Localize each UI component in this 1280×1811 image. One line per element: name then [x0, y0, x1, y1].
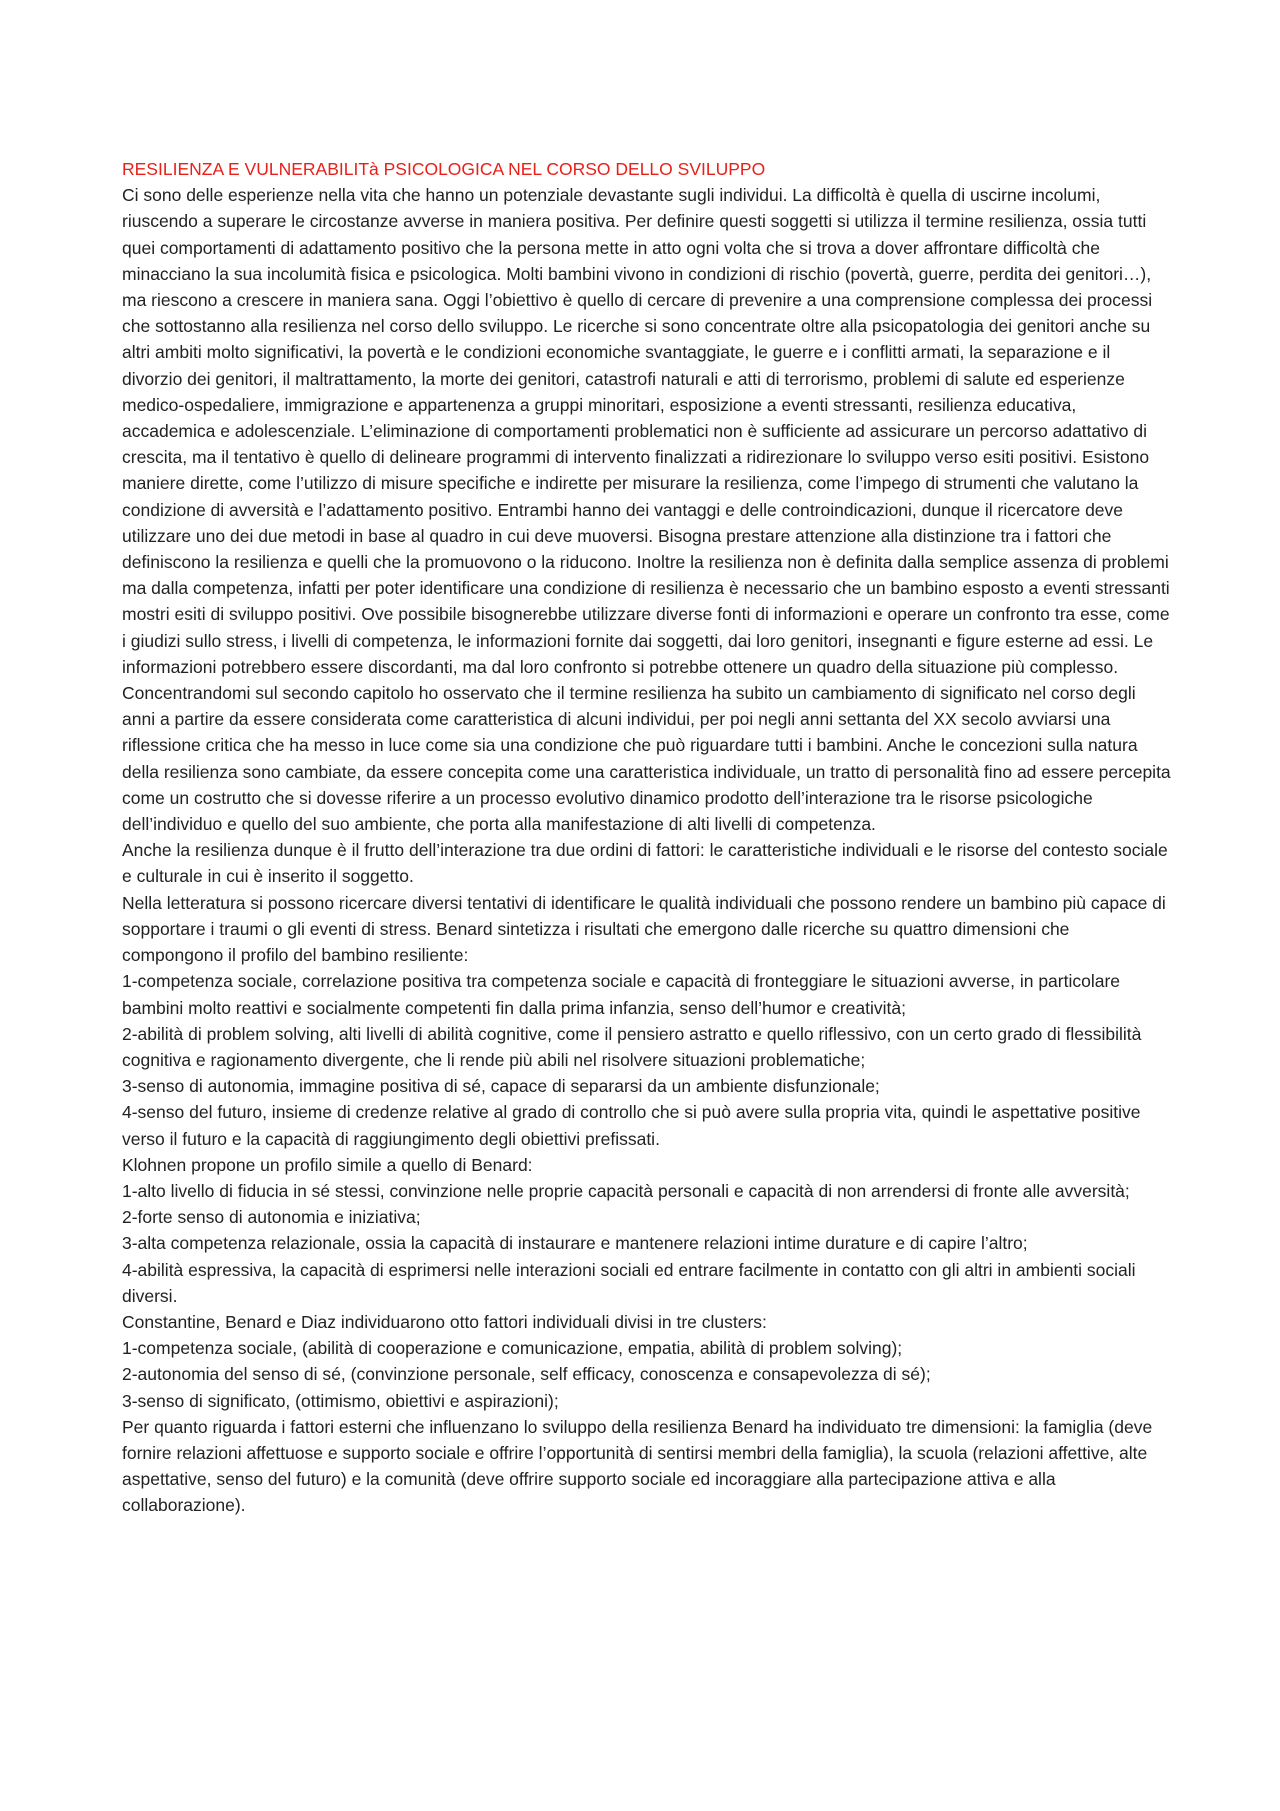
list-item: 2-autonomia del senso di sé, (convinzione personale, self efficacy, conoscenza e consapevolezza di sé); — [122, 1364, 931, 1385]
list-item: 2-forte senso di autonomia e iniziativa; — [122, 1207, 421, 1228]
paragraph: Constantine, Benard e Diaz individuarono otto fattori individuali divisi in tre clusters: — [122, 1311, 767, 1332]
paragraph: Per quanto riguarda i fattori esterni che influenzano lo sviluppo della resilienza Benard ha individuato tre dimensioni: la famiglia (deve fornire relazioni affettuose e supporto sociale e offrire l’opportunità di sentirsi membri della famiglia), la scuola (relazioni affettive, alte aspettative, senso del futuro) e la comunità (deve offrire supporto sociale ed incoraggiare alla partecipazione attiva e alla collaborazione). — [122, 1416, 1153, 1516]
document-title: RESILIENZA E VULNERABILITà PSICOLOGICA NEL CORSO DELLO SVILUPPO — [122, 159, 766, 179]
list-item: 2-abilità di problem solving, alti livelli di abilità cognitive, come il pensiero astratto e quello riflessivo, con un certo grado di flessibilità cognitiva e ragionamento divergente, che li rende più abili nel risolvere situazioni problematiche; — [122, 1023, 1142, 1070]
paragraph: Anche la resilienza dunque è il frutto dell’interazione tra due ordini di fattori: le caratteristiche individuali e le risorse del contesto sociale e culturale in cui è inserito il soggetto. — [122, 840, 1168, 887]
list-item: 1-competenza sociale, (abilità di cooperazione e comunicazione, empatia, abilità di problem solving); — [122, 1338, 903, 1359]
paragraph: Concentrandomi sul secondo capitolo ho osservato che il termine resilienza ha subito un cambiamento di significato nel corso degli anni a partire da essere considerata come caratteristica di alcuni individui, per poi negli anni settanta del XX secolo avviarsi una riflessione critica che ha messo in luce come sia una condizione che può riguardare tutti i bambini. Anche le concezioni sulla natura della resilienza sono cambiate, da essere concepita come una caratteristica individuale, un tratto di personalità fino ad essere percepita come un costrutto che si dovesse riferire a un processo evolutivo dinamico prodotto dell’interazione tra le risorse psicologiche dell’individuo e quello del suo ambiente, che porta alla manifestazione di alti livelli di competenza. — [122, 683, 1171, 835]
list-item: 1-alto livello di fiducia in sé stessi, convinzione nelle proprie capacità personali e capacità di non arrendersi di fronte alle avversità; — [122, 1180, 1130, 1201]
paragraph: Ci sono delle esperienze nella vita che hanno un potenziale devastante sugli individui. La difficoltà è quella di uscirne incolumi, riuscendo a superare le circostanze avverse in maniera positiva. Per definire questi soggetti si utilizza il termine resilienza, ossia tutti quei comportamenti di adattamento positivo che la persona mette in atto ogni volta che si trova a dover affrontare difficoltà che minacciano la sua incolumità fisica e psicologica. Molti bambini vivono in condizioni di rischio (povertà, guerre, perdita dei genitori…), ma riescono a crescere in maniera sana. Oggi l’obiettivo è quello di cercare di prevenire a una comprensione complessa dei processi che sottostanno alla resilienza nel corso dello sviluppo. Le ricerche si sono concentrate oltre alla psicopatologia dei genitori anche su altri ambiti molto significativi, la povertà e le condizioni economiche svantaggiate, le guerre e i conflitti armati, la separazione e il divorzio dei genitori, il maltrattamento, la morte dei genitori, catastrofi naturali e atti di terrorismo, problemi di salute ed esperienze medico-ospedaliere, immigrazione e appartenenza a gruppi minoritari, esposizione a eventi stressanti, resilienza educativa, accademica e adolescenziale. L’eliminazione di comportamenti problematici non è sufficiente ad assicurare un percorso adattativo di crescita, ma il tentativo è quello di delineare programmi di intervento finalizzati a ridirezionare lo sviluppo verso esiti positivi. Esistono maniere dirette, come l’utilizzo di misure specifiche e indirette per misurare la resilienza, come l’impego di strumenti che valutano la condizione di avversità e l’adattamento positivo. Entrambi hanno dei vantaggi e delle controindicazioni, dunque il ricercatore deve utilizzare uno dei due metodi in base al quadro in cui deve muoversi. Bisogna prestare attenzione alla distinzione tra i fattori che definiscono la resilienza e quelli che la promuovono o la riducono. Inoltre la resilienza non è definita dalla semplice assenza di problemi ma dalla competenza, infatti per poter identificare una condizione di resilienza è necessario che un bambino esposto a eventi stressanti mostri esiti di sviluppo positivi. Ove possibile bisognerebbe utilizzare diverse fonti di informazioni e operare un confronto tra esse, come i giudizi sullo stress, i livelli di competenza, le informazioni fornite dai soggetti, dai loro genitori, insegnanti e figure esterne ad essi. Le informazioni potrebbero essere discordanti, ma dal loro confronto si potrebbe ottenere un quadro della situazione più complesso. — [122, 185, 1170, 677]
paragraph: Nella letteratura si possono ricercare diversi tentativi di identificare le qualità individuali che possono rendere un bambino più capace di sopportare i traumi o gli eventi di stress. Benard sintetizza i risultati che emergono dalle ricerche su quattro dimensioni che compongono il profilo del bambino resiliente: — [122, 892, 1166, 966]
list-item: 3-alta competenza relazionale, ossia la capacità di instaurare e mantenere relazioni intime durature e di capire l’altro; — [122, 1233, 1028, 1254]
list-item: 4-senso del futuro, insieme di credenze relative al grado di controllo che si può avere sulla propria vita, quindi le aspettative positive verso il futuro e la capacità di raggiungimento degli obiettivi prefissati. — [122, 1102, 1141, 1149]
list-item: 1-competenza sociale, correlazione positiva tra competenza sociale e capacità di fronteggiare le situazioni avverse, in particolare bambini molto reattivi e socialmente competenti fin dalla prima infanzia, senso dell’humor e creatività; — [122, 971, 1121, 1018]
list-item: 3-senso di significato, (ottimismo, obiettivi e aspirazioni); — [122, 1390, 559, 1411]
paragraph: Klohnen propone un profilo simile a quello di Benard: — [122, 1154, 533, 1175]
list-item: 3-senso di autonomia, immagine positiva di sé, capace di separarsi da un ambiente disfunzionale; — [122, 1076, 880, 1097]
document-page — [122, 156, 1172, 1519]
list-item: 4-abilità espressiva, la capacità di esprimersi nelle interazioni sociali ed entrare facilmente in contatto con gli altri in ambienti sociali diversi. — [122, 1259, 1136, 1306]
